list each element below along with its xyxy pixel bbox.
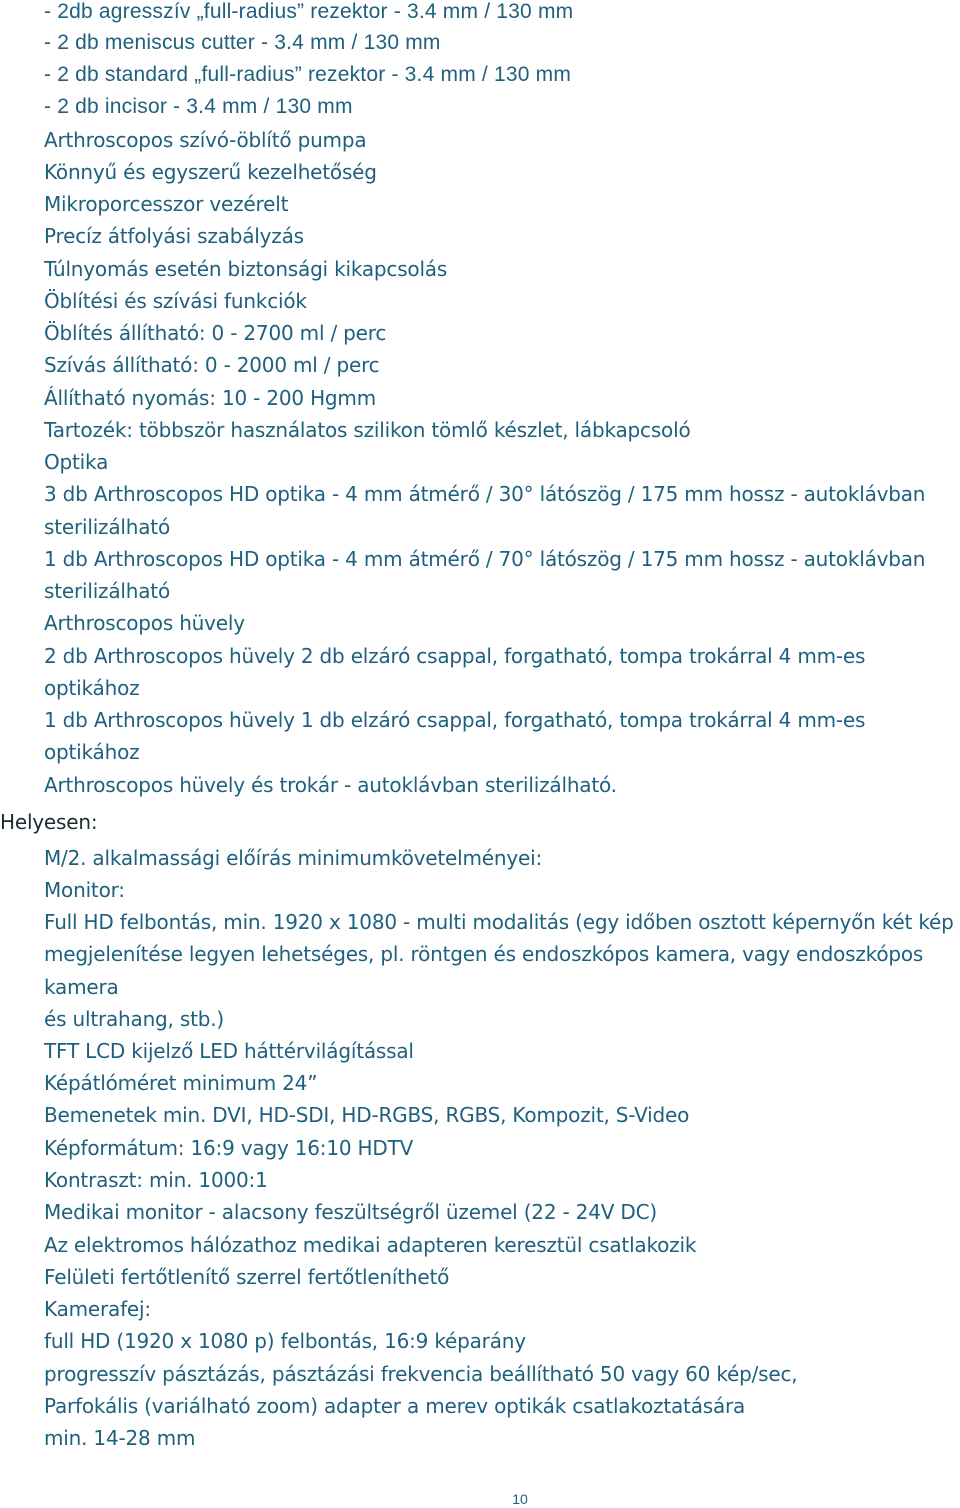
- text-line: Felületi fertőtlenítő szerrel fertőtleníthető: [44, 1265, 450, 1289]
- text-line: Full HD felbontás, min. 1920 x 1080 - multi modalitás (egy időben osztott képernyőn két kép: [44, 910, 954, 934]
- text-line: - 2 db incisor - 3.4 mm / 130 mm: [44, 95, 353, 118]
- section-heading: M/2. alkalmassági előírás minimumkövetelményei:: [44, 846, 543, 870]
- text-line: 2 db Arthroscopos hüvely 2 db elzáró csappal, forgatható, tompa trokárral 4 mm-es: [44, 644, 866, 668]
- text-line: - 2 db meniscus cutter - 3.4 mm / 130 mm: [44, 31, 441, 54]
- text-line: 1 db Arthroscopos hüvely 1 db elzáró csappal, forgatható, tompa trokárral 4 mm-es: [44, 708, 866, 732]
- text-line: Szívás állítható: 0 - 2000 ml / perc: [44, 353, 380, 377]
- text-line: Arthroscopos szívó-öblítő pumpa: [44, 128, 367, 152]
- text-line: sterilizálható: [44, 579, 170, 603]
- correction-label: Helyesen:: [0, 810, 98, 834]
- text-line: TFT LCD kijelző LED háttérvilágítással: [44, 1039, 414, 1063]
- text-line: sterilizálható: [44, 515, 170, 539]
- text-line: progresszív pásztázás, pásztázási frekvencia beállítható 50 vagy 60 kép/sec,: [44, 1362, 798, 1386]
- text-line: Kontraszt: min. 1000:1: [44, 1168, 268, 1192]
- text-line: Túlnyomás esetén biztonsági kikapcsolás: [44, 257, 448, 281]
- text-line: Állítható nyomás: 10 - 200 Hgmm: [44, 386, 376, 410]
- text-line: Precíz átfolyási szabályzás: [44, 224, 304, 248]
- text-line: 3 db Arthroscopos HD optika - 4 mm átmérő / 30° látószög / 175 mm hossz - autoklávban: [44, 482, 926, 506]
- text-line: Képátlóméret minimum 24”: [44, 1071, 318, 1095]
- text-line: Tartozék: többször használatos szilikon tömlő készlet, lábkapcsoló: [44, 418, 691, 442]
- text-line: optikához: [44, 676, 140, 700]
- text-line: 1 db Arthroscopos HD optika - 4 mm átmérő / 70° látószög / 175 mm hossz - autoklávban: [44, 547, 926, 571]
- text-line: Képformátum: 16:9 vagy 16:10 HDTV: [44, 1136, 414, 1160]
- text-line: min. 14-28 mm: [44, 1426, 196, 1450]
- text-line: - 2 db standard „full-radius” rezektor - 3.4 mm / 130 mm: [44, 63, 572, 86]
- text-line: - 2db agresszív „full-radius” rezektor - 3.4 mm / 130 mm: [44, 0, 574, 23]
- section-heading: Arthroscopos hüvely: [44, 611, 245, 635]
- text-line: Mikroporcesszor vezérelt: [44, 192, 289, 216]
- text-line: kamera: [44, 975, 119, 999]
- text-line: Bemenetek min. DVI, HD-SDI, HD-RGBS, RGBS, Kompozit, S-Video: [44, 1103, 690, 1127]
- text-line: Arthroscopos hüvely és trokár - autoklávban sterilizálható.: [44, 773, 617, 797]
- section-heading: Kamerafej:: [44, 1297, 151, 1321]
- text-line: optikához: [44, 740, 140, 764]
- text-line: Könnyű és egyszerű kezelhetőség: [44, 160, 377, 184]
- text-line: Az elektromos hálózathoz medikai adapteren keresztül csatlakozik: [44, 1233, 697, 1257]
- text-line: és ultrahang, stb.): [44, 1007, 224, 1031]
- text-line: full HD (1920 x 1080 p) felbontás, 16:9 képarány: [44, 1329, 526, 1353]
- text-line: Öblítés állítható: 0 - 2700 ml / perc: [44, 321, 387, 345]
- page-number: 10: [512, 1491, 528, 1507]
- text-line: Öblítési és szívási funkciók: [44, 289, 307, 313]
- text-line: Medikai monitor - alacsony feszültségről üzemel (22 - 24V DC): [44, 1200, 657, 1224]
- text-line: megjelenítése legyen lehetséges, pl. röntgen és endoszkópos kamera, vagy endoszkópos: [44, 942, 924, 966]
- section-heading: Optika: [44, 450, 109, 474]
- text-line: Parfokális (variálható zoom) adapter a merev optikák csatlakoztatására: [44, 1394, 746, 1418]
- section-heading: Monitor:: [44, 878, 125, 902]
